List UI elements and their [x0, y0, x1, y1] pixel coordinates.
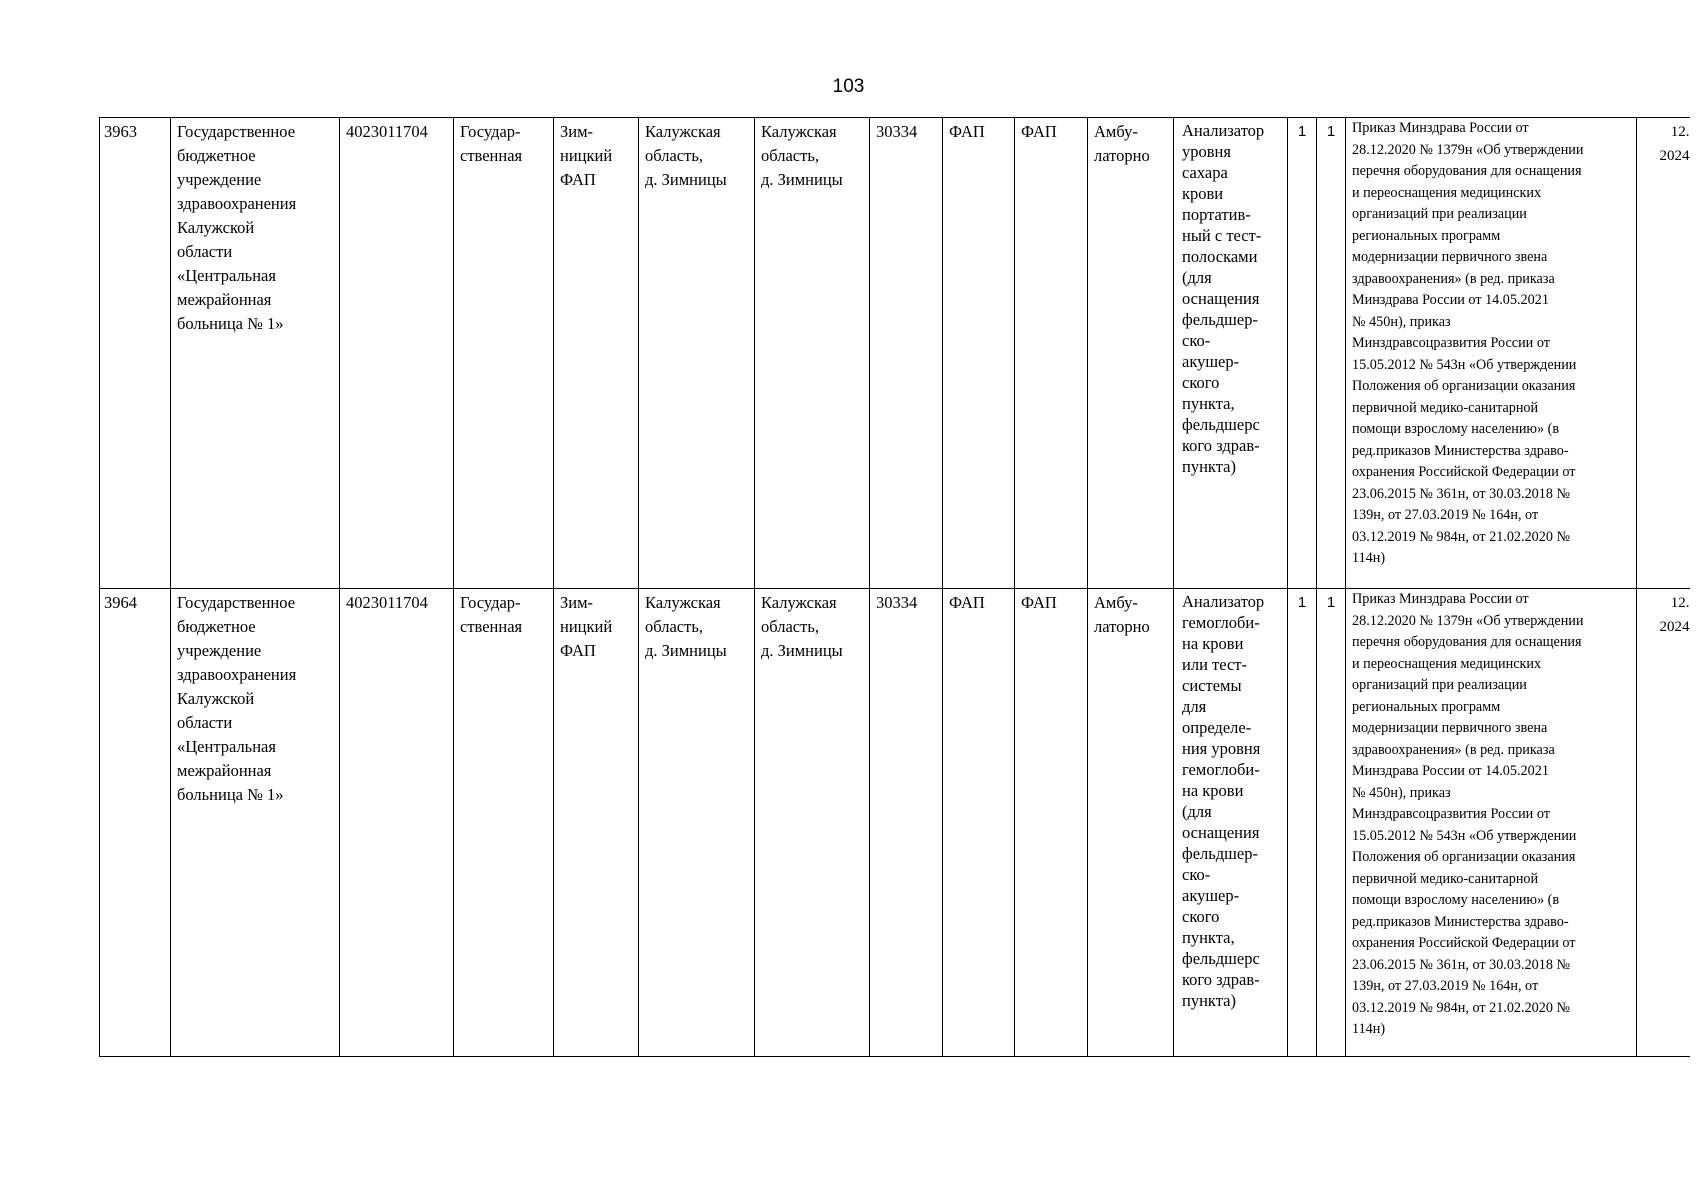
care-conditions: Амбу- латорно: [1088, 118, 1174, 589]
quantity-required: 1: [1288, 589, 1317, 1057]
equipment-name: Анализатор гемоглоби- на крови или тест- системы для определе- ния уровня гемоглоби- на крови (для оснащения фельдшер- ско- акушер- ского пункта, фельдшерс кого здрав- пункта): [1174, 589, 1288, 1057]
facility-name: Зим- ницкий ФАП: [554, 118, 639, 589]
page-number: 103: [832, 76, 865, 97]
ownership-form: Государ- ственная: [454, 118, 554, 589]
organization-name: Государственное бюджетное учреждение здравоохранения Калужской области «Центральная межрайонная больница № 1»: [171, 589, 340, 1057]
unit-type: ФАП: [1015, 118, 1088, 589]
facility-address: Калужская область, д. Зимницы: [639, 118, 755, 589]
legal-basis: Приказ Минздрава России от 28.12.2020 № 1379н «Об утверждении перечня оборудования для оснащения и переоснащения медицинских организаций при реализации региональных программ модернизации первичного звена здравоохранения» (в ред. приказа Минздрава России от 14.05.2021 № 450н), приказ Минздравсоцразвития России от 15.05.2012 № 543н «Об утверждении Положения об организации оказания первичной медико-санитарной помощи взрослому населению» (в ред.приказов Министерства здраво- охранения Российской Федерации от 23.06.2015 № 361н, от 30.03.2018 № 139н, от 27.03.2019 № 164н, от 03.12.2019 № 984н, от 21.02.2020 № 114н): [1346, 118, 1637, 589]
registry-table: [99, 117, 1690, 1057]
facility-name: Зим- ницкий ФАП: [554, 589, 639, 1057]
quantity-planned: 1: [1317, 589, 1346, 1057]
quantity-planned: 1: [1317, 118, 1346, 589]
unit-type: ФАП: [1015, 589, 1088, 1057]
territory-code: 30334: [870, 118, 943, 589]
facility-address: Калужская область, д. Зимницы: [639, 589, 755, 1057]
organization-name: Государственное бюджетное учреждение здравоохранения Калужской области «Центральная межрайонная больница № 1»: [171, 118, 340, 589]
row-number: 3964: [100, 589, 171, 1057]
quantity-required: 1: [1288, 118, 1317, 589]
territory-code: 30334: [870, 589, 943, 1057]
location-address: Калужская область, д. Зимницы: [755, 589, 870, 1057]
due-date: 12. 2024: [1637, 589, 1690, 1057]
legal-basis: Приказ Минздрава России от 28.12.2020 № 1379н «Об утверждении перечня оборудования для оснащения и переоснащения медицинских организаций при реализации региональных программ модернизации первичного звена здравоохранения» (в ред. приказа Минздрава России от 14.05.2021 № 450н), приказ Минздравсоцразвития России от 15.05.2012 № 543н «Об утверждении Положения об организации оказания первичной медико-санитарной помощи взрослому населению» (в ред.приказов Министерства здраво- охранения Российской Федерации от 23.06.2015 № 361н, от 30.03.2018 № 139н, от 27.03.2019 № 164н, от 03.12.2019 № 984н, от 21.02.2020 № 114н): [1346, 589, 1637, 1057]
equipment-name: Анализатор уровня сахара крови портатив- ный с тест- полосками (для оснащения фельдшер- ско- акушер- ского пункта, фельдшерс кого здрав- пункта): [1174, 118, 1288, 589]
table-row: [100, 118, 1690, 589]
facility-type: ФАП: [943, 118, 1015, 589]
inn-code: 4023011704: [340, 118, 454, 589]
ownership-form: Государ- ственная: [454, 589, 554, 1057]
care-conditions: Амбу- латорно: [1088, 589, 1174, 1057]
inn-code: 4023011704: [340, 589, 454, 1057]
location-address: Калужская область, д. Зимницы: [755, 118, 870, 589]
facility-type: ФАП: [943, 589, 1015, 1057]
row-number: 3963: [100, 118, 171, 589]
table-row: [100, 589, 1690, 1057]
due-date: 12. 2024: [1637, 118, 1690, 589]
